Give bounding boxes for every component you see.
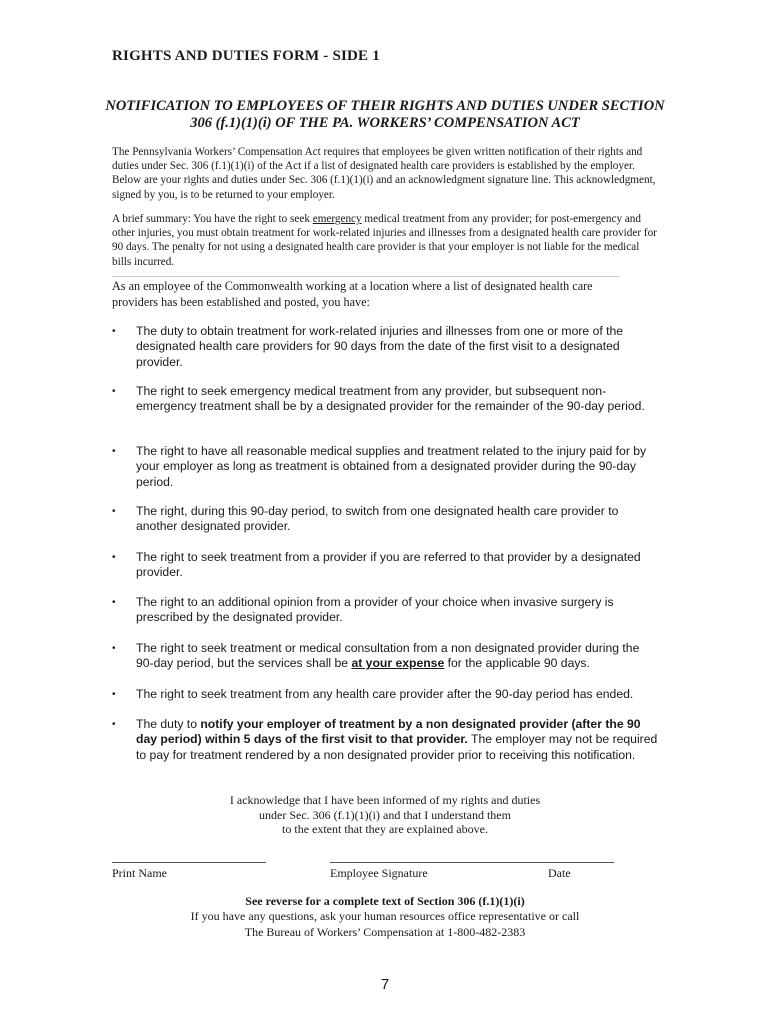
bullet-icon: • <box>112 506 116 517</box>
right-text: The right to seek treatment from a provider if you are referred to that provider by a designated provider. <box>136 550 641 580</box>
reverse-note <box>100 894 670 940</box>
acknowledgment-line-2: under Sec. 306 (f.1)(1)(i) and that I understand them <box>259 807 511 822</box>
right-text: The right to an additional opinion from a provider of your choice when invasive surgery is prescribed by the designated provider. <box>136 595 614 625</box>
right-text: The right, during this 90-day period, to switch from one designated health care provider to another designated provider. <box>136 504 619 534</box>
reverse-note-heading: See reverse for a complete text of Section 306 (f.1)(1)(i) <box>245 894 525 908</box>
employee-signature-label: Employee Signature <box>330 866 428 880</box>
right-text: The duty to obtain treatment for work-related injuries and illnesses from one or more of the designated health care providers for 90 days from the date of the first visit to a designated provider. <box>136 324 624 369</box>
right-text-bold: notify your employer of treatment by a non designated provider (after the 90 day period) within 5 days of the first visit to that provider. <box>136 717 641 747</box>
right-text: The right to have all reasonable medical supplies and treatment related to the injury paid for by your employer as long as treatment is obtained from a designated provider during the 90-day period. <box>136 444 647 489</box>
bullet-icon: • <box>112 597 116 608</box>
bullet-icon: • <box>112 689 116 700</box>
print-name-signature-line[interactable] <box>112 862 266 863</box>
bullet-icon: • <box>112 643 116 654</box>
summary-emphasis: emergency <box>312 213 362 225</box>
right-text-end: The employer may not be required to pay for treatment rendered by a non designated provider prior to receiving this notification. <box>136 732 658 762</box>
right-text-start: The duty to <box>136 717 201 731</box>
print-name-label: Print Name <box>112 866 167 880</box>
right-text-emphasis: at your expense <box>351 656 445 671</box>
bullet-icon: • <box>112 446 116 457</box>
right-text <box>136 641 660 672</box>
summary-paragraph <box>112 212 660 269</box>
page-number: 7 <box>380 976 390 993</box>
form-heading: RIGHTS AND DUTIES FORM - SIDE 1 <box>112 48 380 64</box>
bullet-icon: • <box>112 386 116 397</box>
acknowledgment-statement <box>150 793 620 837</box>
section-divider <box>112 276 620 277</box>
summary-text-end: medical treatment from any provider; for post-emergency and other injuries, you must obtain treatment for work-related injuries and illnesses from a designated health care provider for 90 days. The penalty for not using a designated health care provider is that your employer is not liable for the medical bills incurred. <box>112 213 657 268</box>
right-text: The right to seek treatment from any health care provider after the 90-day period has ended. <box>136 687 634 701</box>
notice-title <box>100 98 670 132</box>
right-text-start: The right to seek treatment or medical consultation from a non designated provider during the 90-day period, but the services shall be <box>136 641 640 671</box>
acknowledgment-line-3: to the extent that they are explained above. <box>282 822 488 837</box>
reverse-note-line-3: The Bureau of Workers’ Compensation at 1-800-482-2383 <box>244 924 526 939</box>
employee-lead-paragraph: As an employee of the Commonwealth working at a location where a list of designated health care providers has been established and posted, you have: <box>112 279 593 309</box>
employee-signature-line[interactable] <box>330 862 614 863</box>
notice-title-line-2: 306 (f.1)(1)(i) OF THE PA. WORKERS’ COMPENSATION ACT <box>190 115 580 131</box>
bullet-icon: • <box>112 552 116 563</box>
right-text <box>136 717 660 763</box>
summary-text-start: A brief summary: You have the right to seek <box>112 213 313 225</box>
date-label: Date <box>548 866 571 880</box>
acknowledgment-line-1: I acknowledge that I have been informed of my rights and duties <box>229 793 541 807</box>
bullet-icon: • <box>112 326 116 337</box>
reverse-note-line-2: If you have any questions, ask your human resources office representative or call <box>190 909 580 924</box>
notice-title-line-1: NOTIFICATION TO EMPLOYEES OF THEIR RIGHTS AND DUTIES UNDER SECTION <box>105 98 665 114</box>
right-text: The right to seek emergency medical treatment from any provider, but subsequent non-emergency treatment shall be by a designated provider for the remainder of the 90-day period. <box>136 384 645 414</box>
bullet-icon: • <box>112 719 116 730</box>
intro-paragraph: The Pennsylvania Workers’ Compensation Act requires that employees be given written notification of their rights and duties under Sec. 306 (f.1)(1)(i) of the Act if a list of designated health care providers is established by the employer. Below are your rights and duties under Sec. 306 (f.1)(1)(i) and an acknowledgment signature line. This acknowledgment, signed by you, is to be returned to your employer. <box>112 146 656 201</box>
right-text-end: for the applicable 90 days. <box>444 656 590 671</box>
